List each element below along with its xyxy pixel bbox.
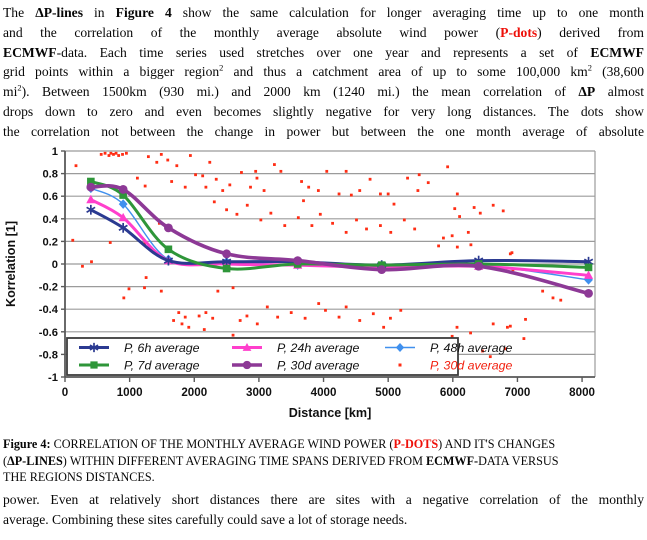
scatter-dot [273,163,276,166]
text-segment: ECMWF [590,44,644,60]
series-marker-circle [164,223,173,232]
scatter-dot [221,189,224,192]
text-segment: grid points within a bigger region [3,64,220,80]
scatter-dot [541,290,544,293]
series-marker-circle [377,265,386,274]
scatter-dot [263,189,266,192]
scatter-dot [256,177,259,180]
scatter-dot [317,189,320,192]
scatter-dot [136,177,139,180]
scatter-dot [239,319,242,322]
scatter-dot [331,222,334,225]
legend-label: P, 30d average [277,358,360,373]
text-segment: Figure 4 [115,5,172,20]
scatter-dot [492,322,495,325]
scatter-dot [372,312,375,315]
legend-label: P, 6h average [124,341,200,355]
text-segment: the correlation not between the change in power but between the one month average of absolute [3,123,644,139]
scatter-dot [479,212,482,215]
text-segment: P-DOTS [393,437,439,451]
scatter-dot [279,170,282,173]
scatter-dot [166,159,169,162]
scatter-dot [324,309,327,312]
scatter-dot [389,231,392,234]
scatter-dot [311,224,314,227]
scatter-dot [122,297,125,300]
scatter-dot [338,193,341,196]
scatter-dot [246,315,249,318]
scatter-dot [345,170,348,173]
scatter-dot [393,203,396,206]
scatter-dot [109,152,112,155]
scatter-dot [109,241,112,244]
closing-paragraph [3,490,644,530]
text-segment: ) WITHIN DIFFERENT AVERAGING TIME SPANS DERIVED FROM [62,453,426,468]
text-segment: drops down to zero and even becomes slightly negative for very long distances. The dots show [3,103,644,119]
scatter-dot [502,209,505,212]
scatter-dot [276,316,279,319]
correlation-chart [0,141,647,433]
scatter-dot [184,186,187,189]
series-marker-circle [293,256,302,265]
text-segment: (38,600 [591,64,644,80]
x-axis-title: Distance [km] [288,406,372,420]
series-marker-circle [119,185,128,194]
scatter-dot [446,165,449,168]
scatter-dot [198,315,201,318]
text-segment: ( [3,453,8,468]
scatter-dot [170,180,173,183]
scatter-dot [456,246,459,249]
scatter-dot [338,316,341,319]
scatter-dot [254,170,257,173]
text-segment: power. Even at relatively short distances there are sites with a negative correlation of the monthly [3,492,644,507]
scatter-dot [232,286,235,289]
x-tick-label: 7000 [504,386,531,399]
text-segment: ) derived from [537,24,644,40]
x-tick-label: 2000 [181,386,208,399]
scatter-dot [90,260,93,263]
scatter-dot [319,213,322,216]
scatter-dot [121,153,124,156]
scatter-dot [205,186,208,189]
text-segment: ). Between 1500km (930 mi.) and 2000 km (1240 mi.) the mean correlation of [21,84,579,100]
series-marker-circle [474,262,483,271]
scatter-dot [355,219,358,222]
scatter-dot [194,173,197,176]
scatter-dot [379,193,382,196]
text-segment: 2 [17,82,22,93]
text-segment: DATA VERSUS [478,453,559,468]
scatter-dot [451,234,454,237]
scatter-dot [413,228,416,231]
text-segment: show the same calculation for longer averaging time up to one month [171,5,644,20]
text-segment: ECMWF- [425,453,479,468]
series-marker-circle [584,289,593,298]
paragraph-line [3,510,644,530]
figure-caption [3,436,644,486]
scatter-dot [456,193,459,196]
scatter-dot [456,326,459,329]
y-tick-label: -1 [48,372,58,384]
scatter-dot [240,171,243,174]
scatter-dot [256,322,259,325]
scatter-dot [506,326,509,329]
text-segment: and thus a catchment area of up to some 100,000 km [223,64,588,80]
paragraph-line [3,102,644,122]
scatter-dot [208,161,211,164]
scatter-dot [172,319,175,322]
text-segment: ΔP [578,84,596,100]
scatter-dot [389,317,392,320]
scatter-dot [473,206,476,209]
scatter-dot [228,184,231,187]
x-tick-label: 5000 [375,386,402,399]
scatter-dot [115,152,118,155]
text-segment: ) AND IT'S CHANGES [438,437,556,451]
scatter-dot [552,297,555,300]
scatter-dot [458,215,461,218]
scatter-dot [325,170,328,173]
scatter-dot [143,286,146,289]
text-segment: and the correlation of the monthly average absolute wind power ( [3,24,501,40]
text-segment: ΔP-LINES [7,453,63,468]
scatter-dot [345,231,348,234]
text-segment: P-dots [500,24,538,40]
paragraph-line [3,82,644,102]
scatter-dot [523,337,526,340]
legend-label: P, 24h average [277,341,360,355]
scatter-dot [417,189,420,192]
scatter-dot [259,219,262,222]
series-marker-square [585,264,593,272]
scatter-dot [290,311,293,314]
scatter-dot [406,177,409,180]
y-tick-label: 0.4 [42,213,58,226]
series-marker-square [165,246,173,254]
scatter-dot [160,153,163,156]
series-marker-square [223,265,231,273]
scatter-dot [175,164,178,167]
y-tick-label: 0.8 [42,168,58,181]
legend-label: P, 48h average [430,341,513,355]
scatter-dot [511,251,514,254]
scatter-dot [387,193,390,196]
scatter-dot [211,317,214,320]
scatter-dot [225,208,228,211]
scatter-dot [442,237,445,240]
scatter-dot [379,224,382,227]
scatter-dot [145,276,148,279]
text-segment: 2 [219,62,224,73]
y-tick-label: -0.4 [38,304,58,317]
scatter-dot [302,199,305,202]
scatter-dot [128,287,131,290]
scatter-dot [246,204,249,207]
scatter-dot [403,219,406,222]
paragraph-line [3,62,644,82]
scatter-dot [469,332,472,335]
text-segment: 2 [587,62,592,73]
scatter-dot [509,325,512,328]
y-tick-label: -0.8 [38,349,58,362]
x-tick-label: 4000 [310,386,337,399]
scatter-dot [100,153,103,156]
scatter-dot [437,245,440,248]
scatter-dot [71,239,74,242]
scatter-dot [453,207,456,210]
scatter-dot [418,173,421,176]
series-marker-square [90,361,97,368]
scatter-dot [189,154,192,157]
text-segment: CORRELATION OF THE MONTHLY AVERAGE WIND POWER ( [50,437,394,451]
y-tick-label: -0.6 [38,326,58,339]
paragraph-line [3,122,644,142]
scatter-dot [269,212,272,215]
scatter-dot [358,189,361,192]
x-tick-label: 0 [61,386,69,399]
series-marker-circle [222,249,231,258]
x-tick-label: 8000 [569,386,595,399]
text-segment: mi [3,84,18,100]
scatter-dot [232,334,235,337]
scatter-dot [144,185,147,188]
scatter-dot [358,319,361,322]
paragraph-line [3,23,644,43]
x-tick-label: 1000 [116,386,143,399]
scatter-dot [160,290,163,293]
scatter-dot [307,186,310,189]
intro-paragraph [3,3,644,142]
text-segment: in [82,5,116,20]
text-segment: The [3,5,36,20]
scatter-dot [181,322,184,325]
scatter-dot [427,181,430,184]
series-marker-circle [243,361,251,369]
scatter-dot [75,164,78,167]
y-tick-label: 1 [51,146,58,158]
scatter-dot [300,180,303,183]
scatter-dot [201,174,204,177]
scatter-dot [283,224,286,227]
paragraph-line [3,490,644,510]
scatter-dot [117,154,120,157]
text-segment: THE REGIONS DISTANCES. [3,470,155,485]
scatter-dot [184,316,187,319]
scatter-dot [524,318,527,321]
text-segment: ECMWF [3,44,57,60]
scatter-dot [215,178,218,181]
scatter-dot [104,152,107,155]
scatter-dot [249,186,252,189]
y-tick-label: 0.2 [42,236,58,249]
scatter-dot [187,326,190,329]
series-marker-circle [86,183,95,192]
scatter-dot [203,328,206,331]
y-tick-label: -0.2 [38,281,58,294]
y-tick-label: 0 [51,259,58,271]
scatter-dot [125,152,128,155]
scatter-dot [81,265,84,268]
paragraph-line [3,43,644,63]
scatter-dot [177,311,180,314]
scatter-dot [470,243,473,246]
scatter-dot [155,161,158,164]
scatter-dot [399,309,402,312]
scatter-dot [147,155,150,158]
figure-4-chart [0,141,647,433]
scatter-dot [112,153,115,156]
scatter-dot [350,194,353,197]
caption-line [3,469,644,486]
y-axis-title: Korrelation [1] [4,220,18,308]
scatter-dot [297,216,300,219]
scatter-dot [492,204,495,207]
scatter-dot [365,228,368,231]
scatter-dot [345,306,348,309]
legend-label: P, 7d average [124,358,200,373]
x-tick-label: 6000 [439,386,466,399]
text-segment: -data. Each time series used stretches over one year and represents a set of [56,44,591,60]
caption-line [3,436,644,453]
scatter-dot [213,200,216,203]
paragraph-line [3,3,644,23]
scatter-dot [382,326,385,329]
text-segment: Figure 4: [3,437,51,451]
scatter-dot [304,317,307,320]
scatter-dot [369,178,372,181]
x-tick-label: 3000 [246,386,272,399]
caption-line [3,453,644,470]
scatter-dot [236,213,239,216]
text-segment: average. Combining these sites carefully could save a lot of storage needs. [3,511,408,527]
scatter-dot [467,231,470,234]
legend-label: P, 30d average [430,358,513,373]
scatter-dot [205,311,208,314]
text-segment: almost [595,84,644,100]
scatter-dot [266,306,269,309]
text-segment: ΔP-lines [35,5,83,20]
legend-scatter-sample [399,364,402,367]
y-tick-label: 0.6 [42,191,58,204]
series-line-P-30d-average [91,186,589,294]
scatter-dot [317,302,320,305]
scatter-dot [559,299,562,302]
scatter-dot [216,290,219,293]
